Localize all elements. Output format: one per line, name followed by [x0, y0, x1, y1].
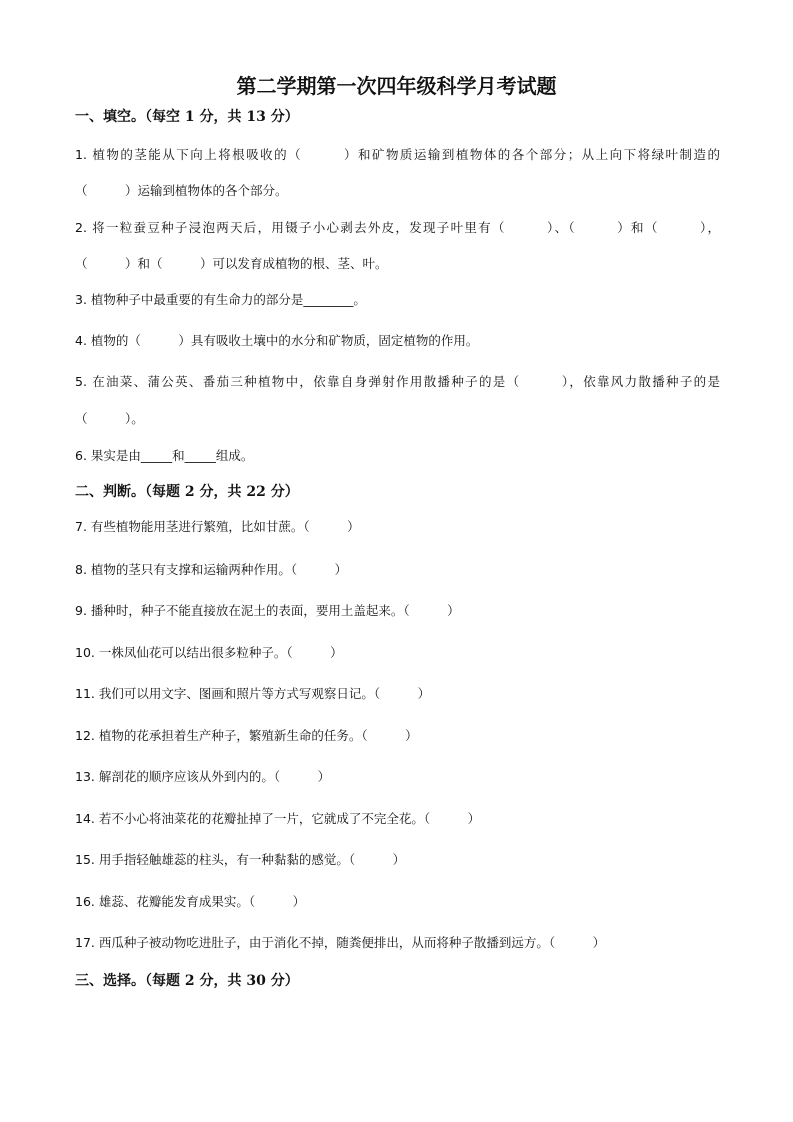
question-1-line-2: （ ）运输到植物体的各个部分。	[75, 183, 288, 198]
question-9: 9. 播种时，种子不能直接放在泥土的表面，要用土盖起来。（ ）	[75, 603, 460, 618]
question-10: 10. 一株凤仙花可以结出很多粒种子。（ ）	[75, 645, 343, 660]
question-7: 7. 有些植物能用茎进行繁殖，比如甘蔗。（ ）	[75, 519, 360, 534]
question-2-line-1: 2. 将一粒蚕豆种子浸泡两天后，用镊子小心剥去外皮，发现子叶里有（ ）、（ ）和（ ），	[75, 220, 720, 235]
question-5-line-2: （ ）。	[75, 411, 144, 426]
question-16: 16. 雄蕊、花瓣能发育成果实。（ ）	[75, 894, 306, 909]
question-2-line-2: （ ）和（ ）可以发育成植物的根、茎、叶。	[75, 256, 388, 271]
question-5-line-1: 5. 在油菜、蒲公英、番茄三种植物中，依靠自身弹射作用散播种子的是（ ），依靠风力散播种子的是	[75, 374, 720, 389]
page-title: 第二学期第一次四年级科学月考试题	[236, 74, 557, 98]
question-15: 15. 用手指轻触雄蕊的柱头，有一种黏黏的感觉。（ ）	[75, 852, 406, 867]
section-2-heading: 二、判断。（每题 2 分，共 22 分）	[75, 484, 299, 500]
question-8: 8. 植物的茎只有支撑和运输两种作用。（ ）	[75, 562, 348, 577]
section-1-heading: 一、填空。（每空 1 分，共 13 分）	[75, 109, 299, 125]
question-17: 17. 西瓜种子被动物吃进肚子，由于消化不掉，随粪便排出，从而将种子散播到远方。（ ）	[75, 935, 606, 950]
question-13: 13. 解剖花的顺序应该从外到内的。（ ）	[75, 769, 331, 784]
section-3-heading: 三、选择。（每题 2 分，共 30 分）	[75, 973, 299, 989]
question-3: 3. 植物种子中最重要的有生命力的部分是________。	[75, 292, 366, 307]
question-14: 14. 若不小心将油菜花的花瓣扯掉了一片，它就成了不完全花。（ ）	[75, 811, 481, 826]
question-4: 4. 植物的（ ）具有吸收土壤中的水分和矿物质，固定植物的作用。	[75, 333, 479, 348]
question-6: 6. 果实是由_____和_____组成。	[75, 448, 254, 463]
question-11: 11. 我们可以用文字、图画和照片等方式写观察日记。（ ）	[75, 686, 431, 701]
question-12: 12. 植物的花承担着生产种子，繁殖新生命的任务。（ ）	[75, 728, 418, 743]
question-1-line-1: 1. 植物的茎能从下向上将根吸收的（ ）和矿物质运输到植物体的各个部分；从上向下将绿叶制造的	[75, 147, 720, 162]
